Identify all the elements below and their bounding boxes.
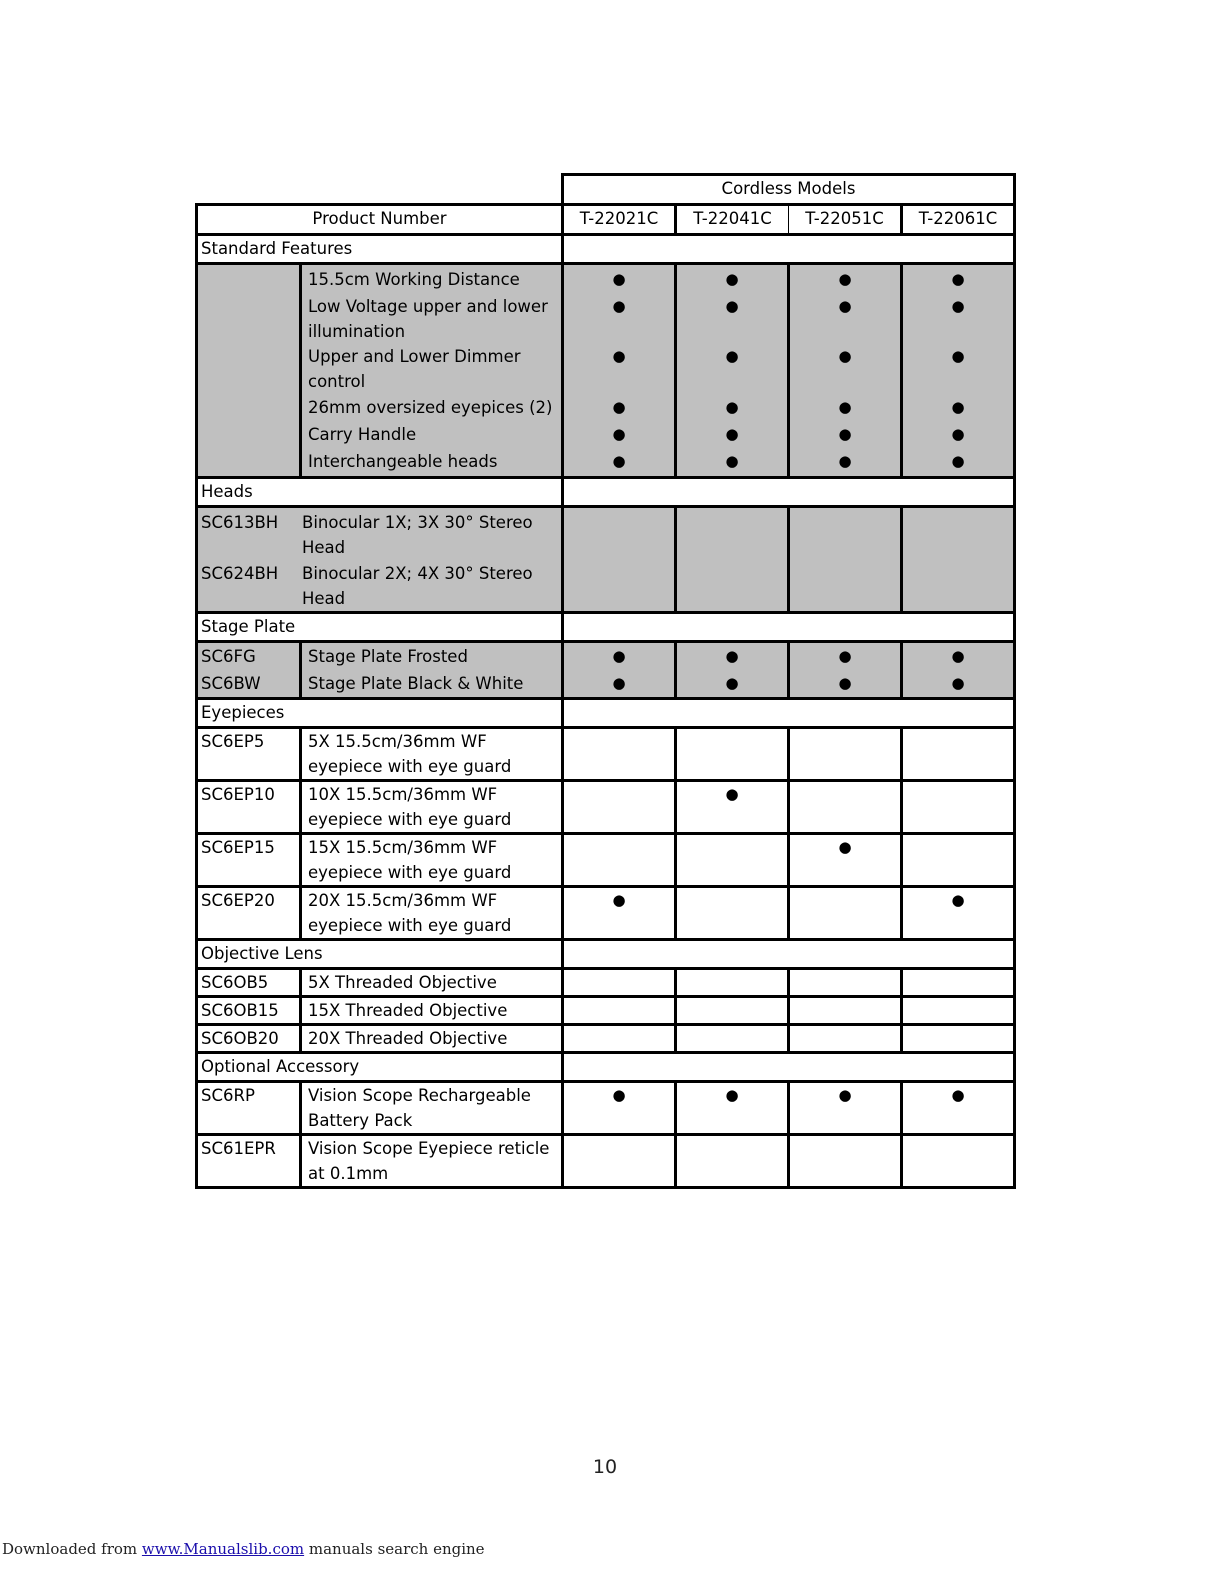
part-number: SC6OB20 [197, 1025, 301, 1053]
part-number: SC6OB15 [197, 997, 301, 1025]
feature-item: Interchangeable heads [308, 452, 498, 471]
stage-mark: ● [951, 647, 965, 665]
table-row [197, 1082, 1015, 1135]
feature-mark: ● [725, 297, 739, 315]
feature-item: 15.5cm Working Distance [308, 270, 520, 289]
stage-mark: ● [612, 647, 626, 665]
model-mark [676, 728, 789, 781]
stage-mark: ● [838, 647, 852, 665]
model-mark: ● [902, 887, 1015, 940]
footer-suffix: manuals search engine [304, 1540, 485, 1558]
feature-mark: ● [838, 347, 852, 365]
feature-mark: ● [838, 398, 852, 416]
group-header-row [197, 175, 1015, 205]
feature-mark: ● [838, 270, 852, 288]
part-number: SC6EP5 [197, 728, 301, 781]
stage-mark: ● [725, 647, 739, 665]
model-mark [902, 997, 1015, 1025]
feature-mark: ● [725, 425, 739, 443]
part-description: Vision Scope Rechargeable Battery Pack [301, 1082, 563, 1135]
feature-item: 26mm oversized eyepices (2) [308, 398, 553, 417]
model-mark: ● [676, 781, 789, 834]
stage-plate-row [197, 642, 1015, 699]
footer-prefix: Downloaded from [2, 1540, 142, 1558]
model-mark [902, 728, 1015, 781]
section-header-row [197, 478, 1015, 507]
feature-mark: ● [951, 347, 965, 365]
cordless-models-header: Cordless Models [563, 175, 1015, 205]
part-number: SC6EP20 [197, 887, 301, 940]
table-row [197, 781, 1015, 834]
specification-table [195, 173, 1016, 1189]
feature-item: Upper and Lower Dimmer control [308, 347, 521, 391]
model-header: T-22061C [902, 205, 1015, 235]
model-mark [902, 834, 1015, 887]
model-mark [676, 834, 789, 887]
stage-id: SC6BW [201, 674, 261, 693]
feature-mark: ● [951, 425, 965, 443]
feature-mark: ● [725, 270, 739, 288]
stage-id: SC6FG [201, 647, 256, 666]
model-mark: ● [789, 1082, 902, 1135]
section-title-heads: Heads [197, 478, 563, 507]
part-number: SC6EP10 [197, 781, 301, 834]
feature-mark: ● [951, 270, 965, 288]
section-header-row [197, 940, 1015, 969]
model-mark [789, 728, 902, 781]
feature-mark: ● [612, 297, 626, 315]
table-row [197, 1135, 1015, 1188]
model-mark [563, 781, 676, 834]
model-mark: ● [676, 1082, 789, 1135]
manualslib-link[interactable]: www.Manualslib.com [141, 1540, 305, 1558]
feature-mark: ● [612, 398, 626, 416]
model-mark [789, 997, 902, 1025]
feature-mark: ● [612, 347, 626, 365]
part-description: 5X 15.5cm/36mm WF eyepiece with eye guard [301, 728, 563, 781]
model-mark [789, 1025, 902, 1053]
feature-mark: ● [612, 452, 626, 470]
head-id: SC613BH [201, 513, 279, 532]
section-title-optional-accessory: Optional Accessory [197, 1053, 563, 1082]
section-title-stage-plate: Stage Plate [197, 613, 563, 642]
model-mark: ● [902, 1082, 1015, 1135]
part-description: 5X Threaded Objective [301, 969, 563, 997]
model-mark [902, 1025, 1015, 1053]
model-header: T-22021C [563, 205, 676, 235]
part-description: Vision Scope Eyepiece reticle at 0.1mm [301, 1135, 563, 1188]
std-marks-cell [563, 264, 676, 478]
feature-mark: ● [838, 452, 852, 470]
part-description: 15X Threaded Objective [301, 997, 563, 1025]
model-mark: ● [563, 887, 676, 940]
page-number: 10 [592, 1456, 618, 1478]
table-row [197, 728, 1015, 781]
feature-mark: ● [725, 347, 739, 365]
feature-mark: ● [838, 297, 852, 315]
part-number: SC61EPR [197, 1135, 301, 1188]
feature-item: Carry Handle [308, 425, 417, 444]
feature-mark: ● [951, 398, 965, 416]
standard-features-row [197, 264, 1015, 478]
head-desc: Binocular 1X; 3X 30° Stereo Head [302, 513, 533, 557]
model-mark [676, 997, 789, 1025]
model-mark [676, 887, 789, 940]
model-mark: ● [789, 834, 902, 887]
model-mark [563, 728, 676, 781]
feature-item: Low Voltage upper and lower illumination [308, 297, 548, 341]
model-mark [563, 1025, 676, 1053]
feature-mark: ● [838, 425, 852, 443]
stage-mark: ● [838, 674, 852, 692]
stage-desc: Stage Plate Black & White [308, 674, 524, 693]
table-row [197, 887, 1015, 940]
head-id: SC624BH [201, 564, 279, 583]
feature-mark: ● [612, 425, 626, 443]
model-mark [789, 887, 902, 940]
part-number: SC6EP15 [197, 834, 301, 887]
part-number: SC6RP [197, 1082, 301, 1135]
section-title-eyepieces: Eyepieces [197, 699, 563, 728]
model-mark [563, 997, 676, 1025]
head-desc: Binocular 2X; 4X 30° Stereo Head [302, 564, 533, 608]
download-footer [2, 1540, 485, 1558]
section-header-row [197, 699, 1015, 728]
table-row [197, 834, 1015, 887]
model-mark: ● [563, 1082, 676, 1135]
feature-mark: ● [725, 398, 739, 416]
section-title-objective-lens: Objective Lens [197, 940, 563, 969]
model-header: T-22041C [676, 205, 789, 235]
section-header-row [197, 613, 1015, 642]
part-description: 10X 15.5cm/36mm WF eyepiece with eye guard [301, 781, 563, 834]
table-row [197, 997, 1015, 1025]
model-mark [789, 969, 902, 997]
std-marks-cell [676, 264, 789, 478]
table-row [197, 969, 1015, 997]
model-mark [563, 1135, 676, 1188]
model-mark [676, 1025, 789, 1053]
section-header-row [197, 235, 1015, 264]
part-description: 20X 15.5cm/36mm WF eyepiece with eye guard [301, 887, 563, 940]
model-mark [789, 781, 902, 834]
feature-mark: ● [612, 270, 626, 288]
part-description: 20X Threaded Objective [301, 1025, 563, 1053]
feature-mark: ● [725, 452, 739, 470]
stage-desc: Stage Plate Frosted [308, 647, 468, 666]
model-mark [902, 781, 1015, 834]
model-mark [902, 969, 1015, 997]
product-number-label: Product Number [197, 205, 563, 235]
stage-mark: ● [612, 674, 626, 692]
standard-features-list [301, 264, 563, 478]
feature-mark: ● [951, 452, 965, 470]
model-mark [789, 1135, 902, 1188]
part-description: 15X 15.5cm/36mm WF eyepiece with eye guard [301, 834, 563, 887]
product-number-row [197, 205, 1015, 235]
heads-row [197, 507, 1015, 613]
model-header: T-22051C [789, 205, 902, 235]
model-mark [563, 834, 676, 887]
stage-mark: ● [951, 674, 965, 692]
model-mark [676, 969, 789, 997]
stage-mark: ● [725, 674, 739, 692]
std-marks-cell [789, 264, 902, 478]
part-number: SC6OB5 [197, 969, 301, 997]
section-title-standard-features: Standard Features [197, 235, 563, 264]
table-row [197, 1025, 1015, 1053]
std-marks-cell [902, 264, 1015, 478]
model-mark [563, 969, 676, 997]
model-mark [902, 1135, 1015, 1188]
feature-mark: ● [951, 297, 965, 315]
section-header-row [197, 1053, 1015, 1082]
model-mark [676, 1135, 789, 1188]
